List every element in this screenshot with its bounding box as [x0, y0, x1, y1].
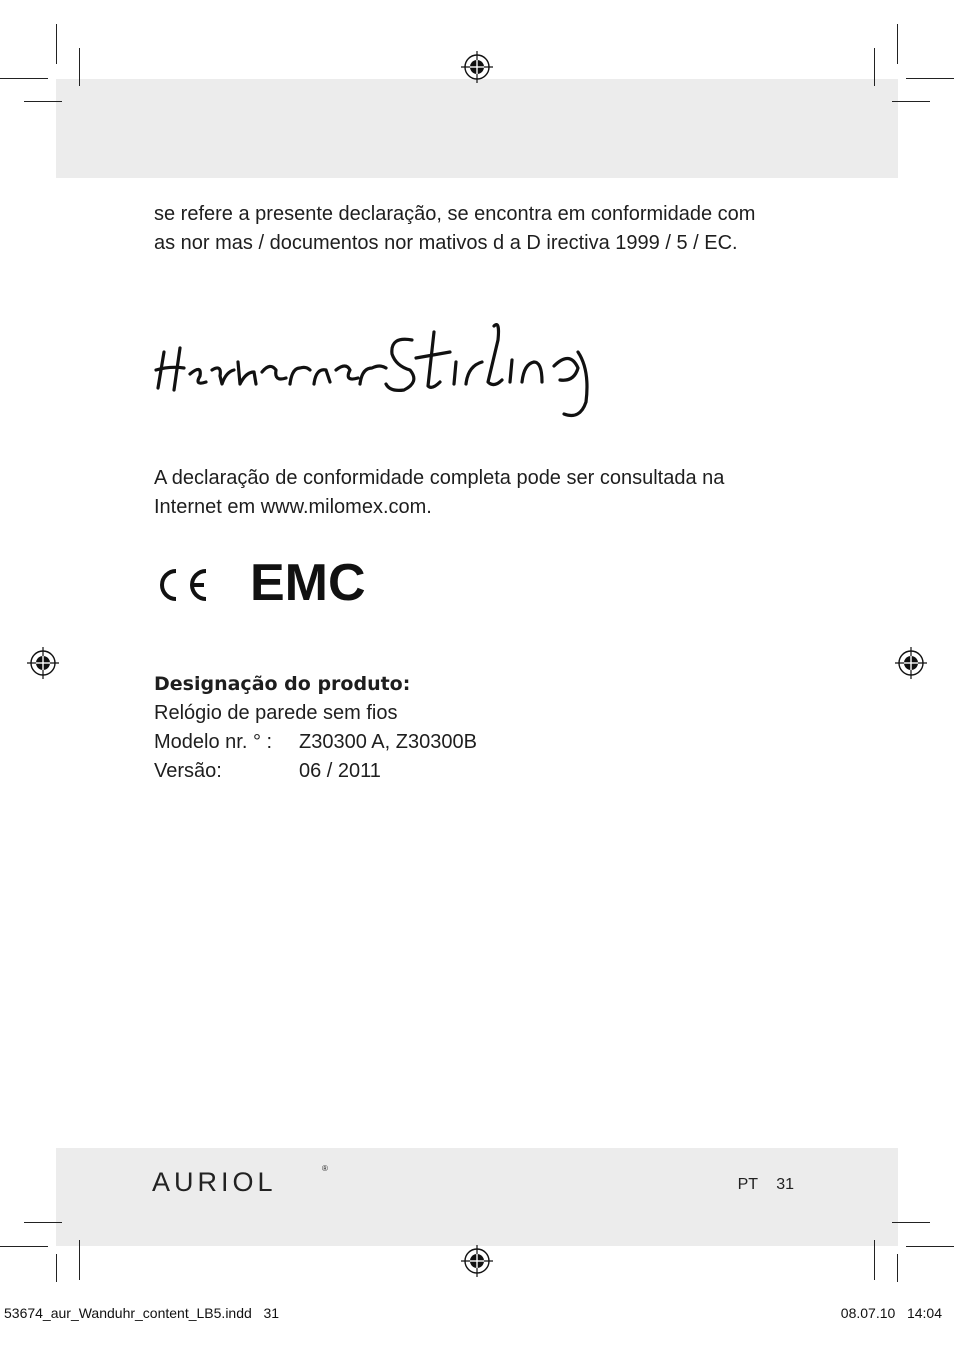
crop-mark: [24, 1222, 62, 1223]
web-notice-line: A declaração de conformidade completa pode ser consultada na: [154, 467, 725, 489]
product-designation: [154, 670, 477, 786]
brand-name: AURIOL: [152, 1167, 277, 1197]
emc-mark: EMC: [250, 554, 366, 612]
model-value: Z30300 A, Z30300B: [299, 731, 477, 753]
crop-mark: [874, 48, 875, 86]
version-value: 06 / 2011: [299, 760, 381, 782]
signature-text: HeatherStirling: [150, 310, 157, 311]
brand-logo: [152, 1164, 328, 1198]
product-heading: Designação do produto:: [154, 673, 411, 695]
crop-mark: [24, 101, 62, 102]
crop-mark: [897, 24, 898, 64]
declaration-line: as nor mas / documentos nor mativos d a D irectiva 1999 / 5 / EC.: [154, 232, 738, 254]
crop-mark: [0, 78, 48, 79]
crop-mark: [56, 24, 57, 64]
registration-mark-icon: [461, 51, 493, 83]
registration-mark-icon: [895, 647, 927, 679]
model-row: [154, 728, 477, 757]
crop-mark: [0, 1246, 48, 1247]
version-label: Versão:: [154, 760, 222, 782]
registration-mark-icon: [461, 1245, 493, 1277]
crop-mark: [892, 1222, 930, 1223]
ce-mark-icon: [154, 565, 210, 605]
crop-mark: [79, 48, 80, 86]
header-band: [56, 79, 898, 178]
crop-mark: [874, 1240, 875, 1280]
slug-file-info: 53674_aur_Wanduhr_content_LB5.indd 31: [4, 1305, 280, 1321]
page-info: [724, 1176, 794, 1194]
web-notice-paragraph: [154, 464, 794, 522]
signature-image: [150, 310, 630, 430]
crop-mark: [897, 1254, 898, 1282]
web-notice-line: Internet em www.milomex.com.: [154, 496, 432, 518]
declaration-paragraph: [154, 200, 794, 258]
version-row: [154, 757, 477, 786]
crop-mark: [56, 1254, 57, 1282]
crop-mark: [892, 101, 930, 102]
product-name: Relógio de parede sem fios: [154, 702, 398, 724]
conformity-marks: [150, 555, 450, 615]
crop-mark: [906, 78, 954, 79]
page-number: 31: [776, 1176, 794, 1193]
slug-datetime: 08.07.10 14:04: [840, 1305, 942, 1321]
language-code: PT: [737, 1176, 758, 1193]
model-label: Modelo nr. ° :: [154, 731, 273, 753]
crop-mark: [79, 1240, 80, 1280]
registered-mark: ®: [322, 1164, 328, 1173]
declaration-line: se refere a presente declaração, se encontra em conformidade com: [154, 203, 756, 225]
registration-mark-icon: [27, 647, 59, 679]
crop-mark: [906, 1246, 954, 1247]
